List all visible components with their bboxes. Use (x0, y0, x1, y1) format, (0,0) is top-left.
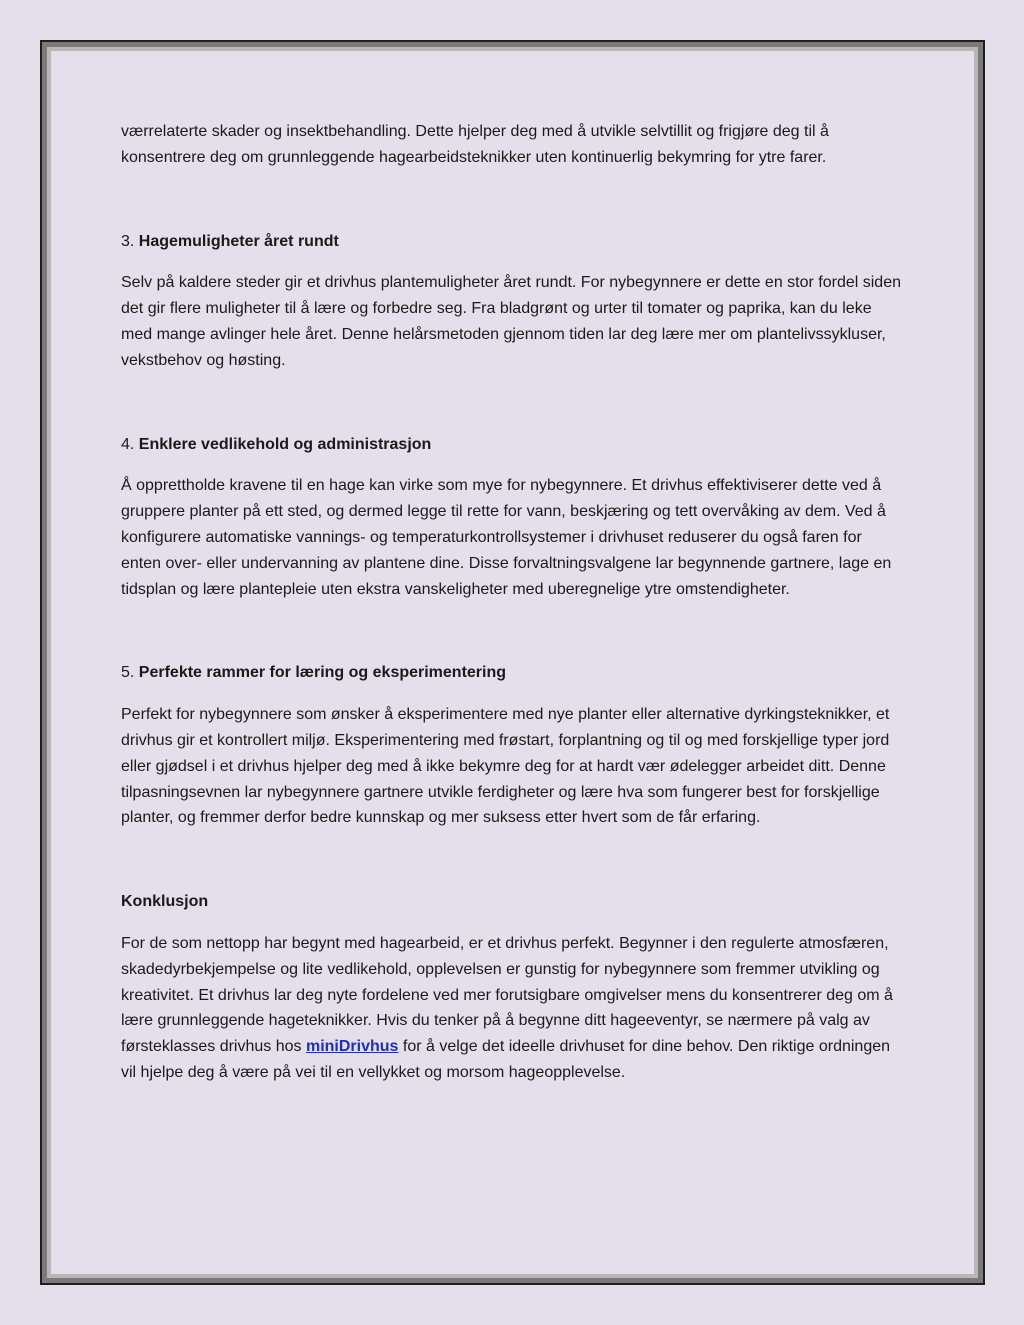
section-title: Perfekte rammer for læring og eksperimentering (138, 664, 507, 682)
section-number: 5. (121, 664, 135, 682)
section-number: 3. (121, 232, 135, 250)
intro-paragraph: værrelaterte skader og insektbehandling. Dette hjelper deg med å utvikle selvtillit og frigjøre deg til å konsentrere deg om grunnleggende hagearbeidsteknikker uten kontinuerlig bekymring for ytre farer. (121, 123, 829, 166)
conclusion-section (121, 889, 906, 1086)
document-content (121, 119, 906, 1086)
conclusion-title: Konklusjon (121, 893, 209, 911)
section-title: Hagemuligheter året rundt (138, 232, 339, 250)
section-heading (121, 229, 906, 255)
section-heading (121, 432, 906, 458)
section-4 (121, 432, 906, 603)
section-5 (121, 660, 906, 831)
section-3 (121, 229, 906, 374)
section-body: Perfekt for nybegynnere som ønsker å eksperimentere med nye planter eller alternative dyrkingsteknikker, et drivhus gir et kontrollert miljø. Eksperimentering med frøstart, forplantning og til og med forskjellige typer jord eller gjødsel i et drivhus hjelper deg med å ikke bekymre deg for at hardt vær ødelegger arbeidet ditt. Denne tilpasningsevnen lar nybegynnere gartnere utvikle ferdigheter og lære hva som fungerer best for forskjellige planter, og fremmer derfor bedre kunnskap og mer suksess etter hvert som de får erfaring. (121, 706, 890, 827)
conclusion-heading (121, 889, 906, 915)
conclusion-text-before-link: For de som nettopp har begynt med hagearbeid, er et drivhus perfekt. Begynner i den regulerte atmosfæren, skadedyrbekjempelse og lite vedlikehold, opplevelsen er gunstig for nybegynnere som fremmer utvikling og kreativitet. Et drivhus lar deg nyte fordelene ved mer forutsigbare omgivelser mens du konsentrerer deg om å lære grunnleggende hageteknikker. Hvis du tenker på å begynne ditt hageeventyr, se nærmere på valg av førsteklasses drivhus hos (121, 934, 893, 1056)
section-number: 4. (121, 435, 135, 453)
section-title: Enklere vedlikehold og administrasjon (138, 435, 432, 453)
conclusion-text-after-link: for å velge det ideelle drivhuset for dine behov. Den riktige ordningen vil hjelpe deg å være på vei til en vellykket og morsom hageopplevelse. (121, 1038, 891, 1081)
section-body: Selv på kaldere steder gir et drivhus plantemuligheter året rundt. For nybegynnere er dette en stor fordel siden det gir flere muligheter til å lære og forbedre seg. Fra bladgrønt og urter til tomater og paprika, kan du leke med mange avlinger hele året. Denne helårsmetoden gjennom tiden lar deg lære mer om plantelivssykluser, vekstbehov og høsting. (121, 274, 901, 369)
minidrivhus-link[interactable]: miniDrivhus (305, 1038, 399, 1056)
section-body: Å opprettholde kravene til en hage kan virke som mye for nybegynnere. Et drivhus effektiviserer dette ved å gruppere planter på ett sted, og dermed legge til rette for vann, beskjæring og tett overvåking av dem. Ved å konfigurere automatiske vannings- og temperaturkontrollsystemer i drivhuset reduserer du også faren for enten over- eller undervanning av plantene dine. Disse forvaltningsvalgene lar begynnende gartnere, lage en tidsplan og lære plantepleie uten ekstra vanskeligheter med uberegnelige ytre omstendigheter. (121, 477, 892, 598)
section-heading (121, 660, 906, 686)
conclusion-body (121, 931, 906, 1086)
